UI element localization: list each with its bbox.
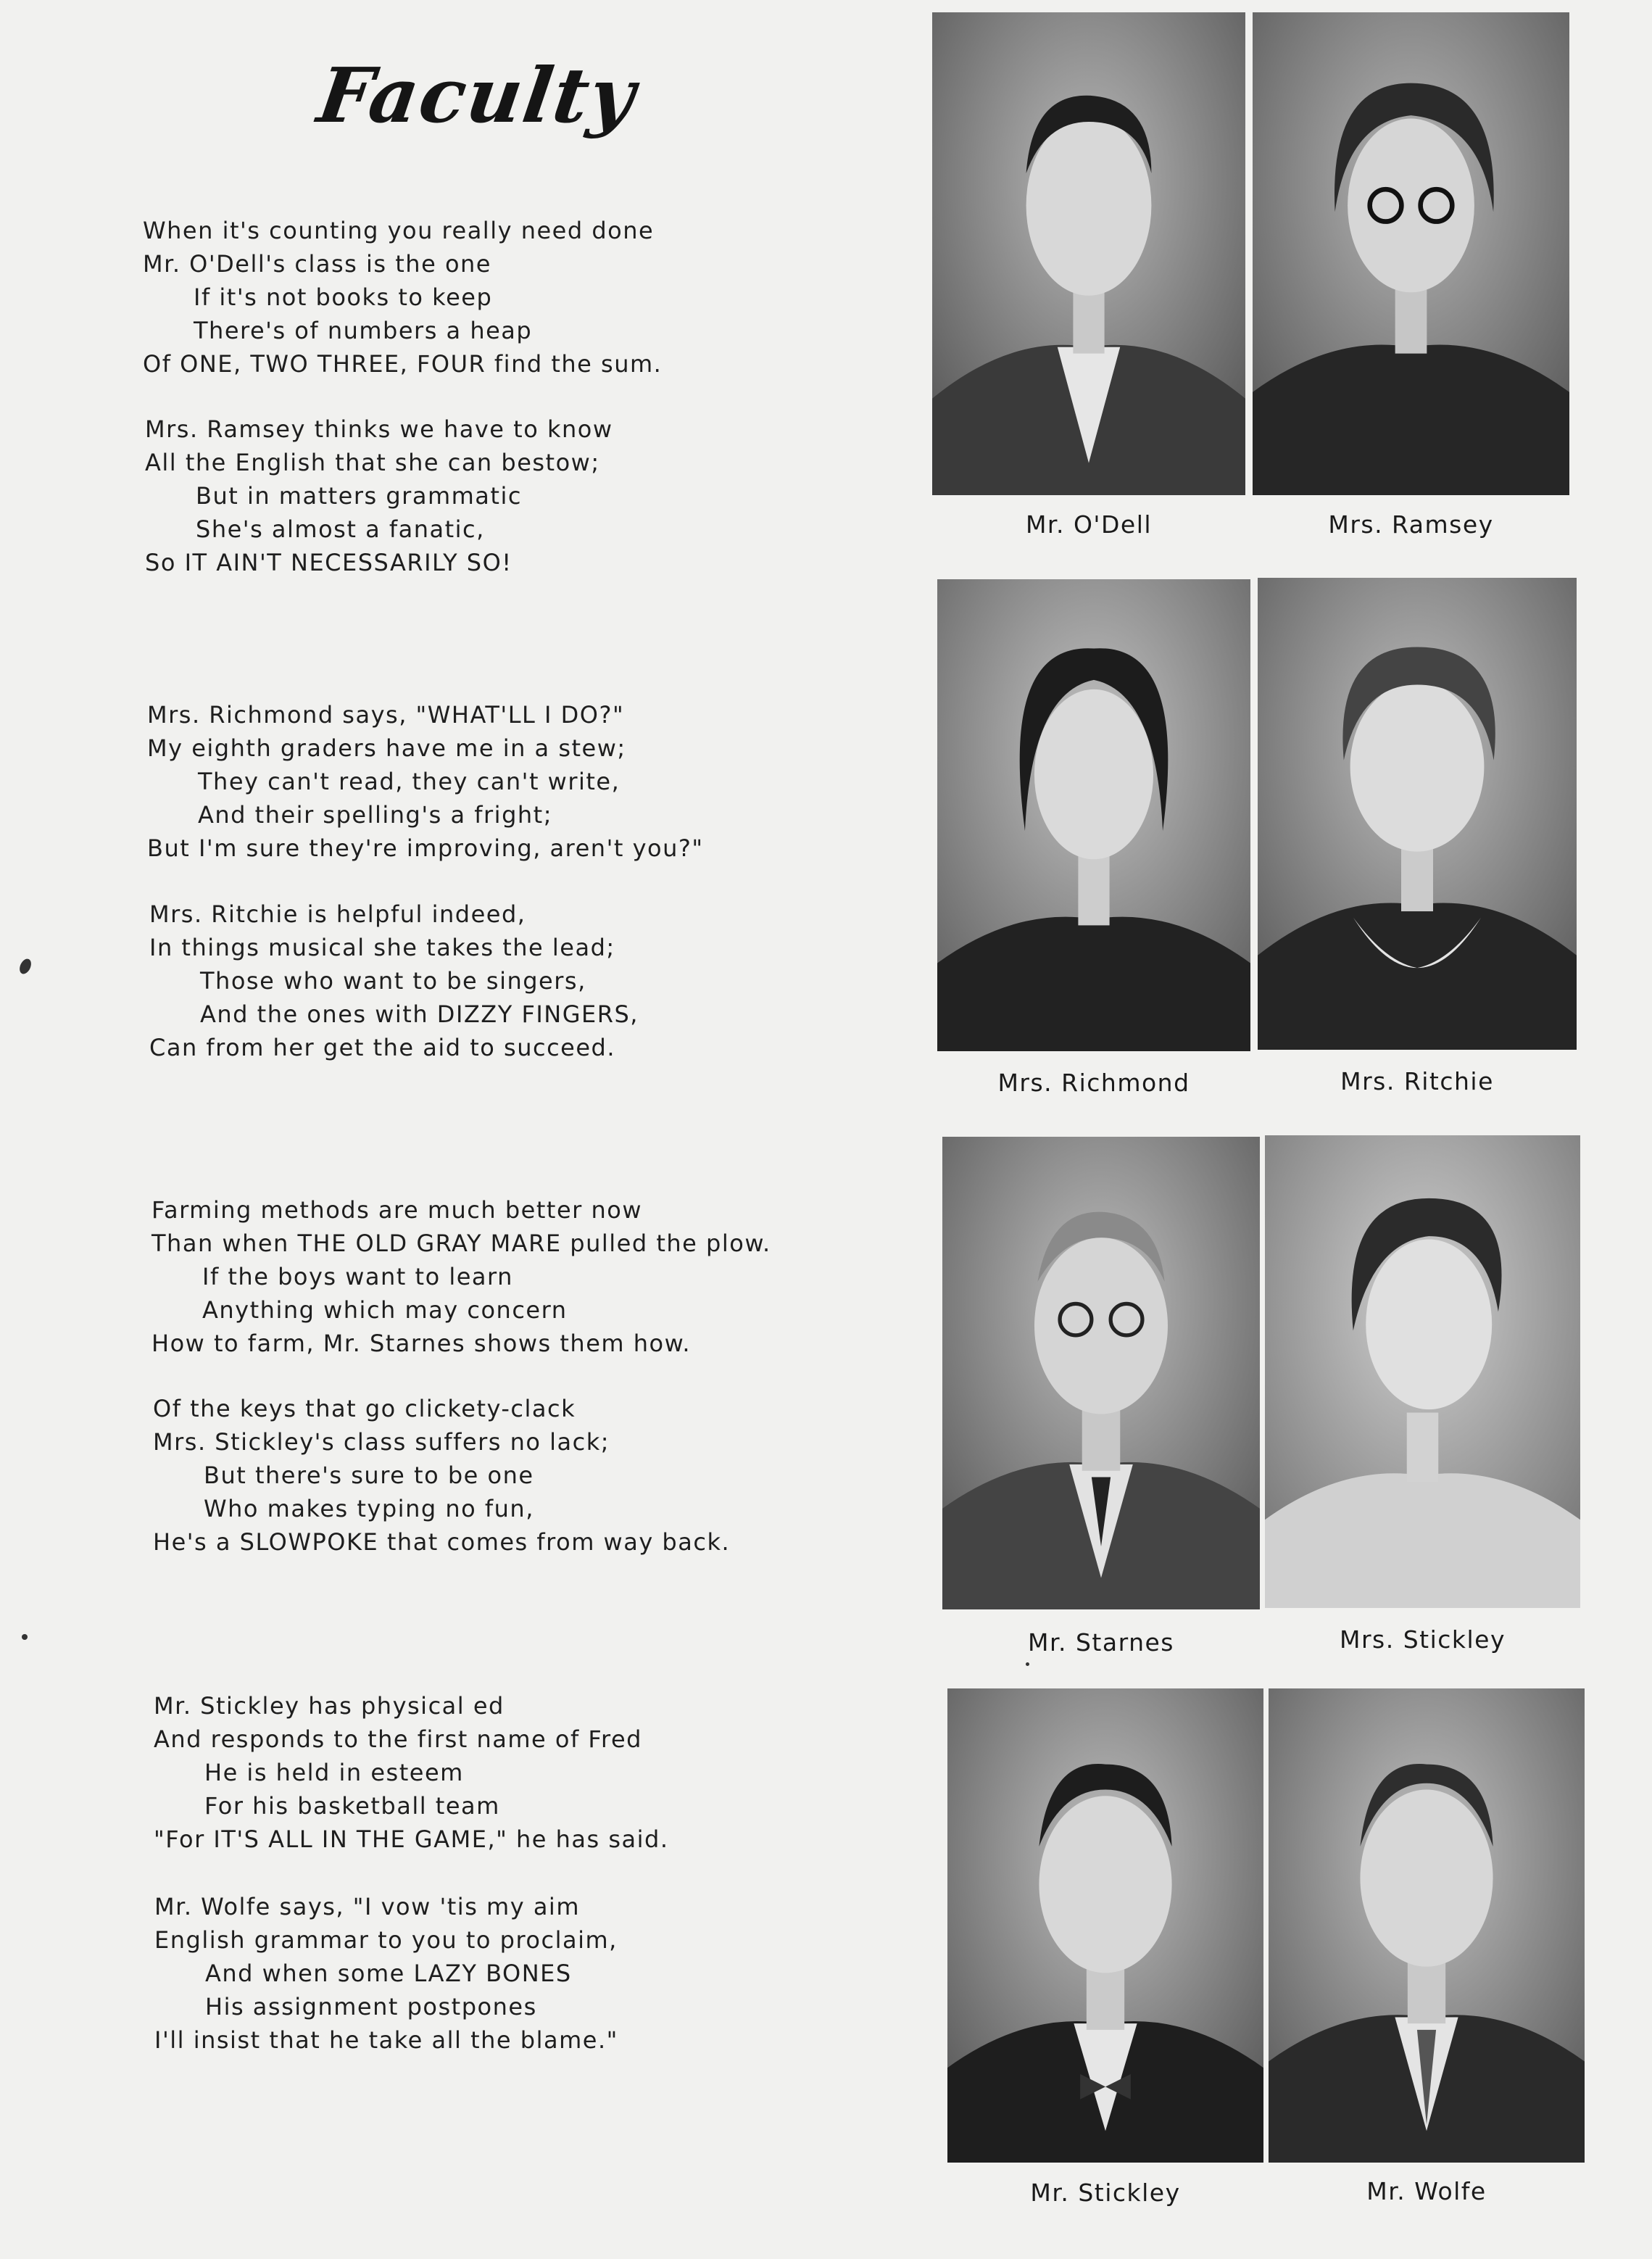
poem-line: And their spelling's a fright; bbox=[198, 801, 552, 829]
poem-line: Who makes typing no fun, bbox=[204, 1495, 534, 1522]
poem-stanza-mr-stickley bbox=[154, 1689, 1024, 1856]
portrait-man-icon bbox=[947, 1688, 1263, 2163]
poem-line: But in matters grammatic bbox=[196, 482, 522, 510]
poem-line: There's of numbers a heap bbox=[194, 317, 533, 344]
portrait-caption: Mr. Starnes bbox=[1028, 1628, 1174, 1657]
page-title: Faculty bbox=[312, 51, 642, 140]
portrait-photo bbox=[932, 12, 1245, 495]
poem-line: Mrs. Ritchie is helpful indeed, bbox=[149, 900, 526, 928]
poem-line: Anything which may concern bbox=[202, 1296, 568, 1324]
poem-stanza-wolfe bbox=[154, 1890, 1024, 2057]
poem-line: He is held in esteem bbox=[204, 1759, 464, 1786]
poem-line: Mrs. Stickley's class suffers no lack; bbox=[153, 1428, 610, 1456]
poem-line: "For IT'S ALL IN THE GAME," he has said. bbox=[154, 1825, 669, 1853]
portrait-caption: Mr. O'Dell bbox=[1025, 510, 1153, 539]
poem-line: Mr. Stickley has physical ed bbox=[154, 1692, 505, 1720]
portrait-woman-icon bbox=[1265, 1135, 1580, 1608]
portrait-caption: Mrs. Ritchie bbox=[1340, 1067, 1494, 1095]
poem-line: And the ones with DIZZY FINGERS, bbox=[200, 1000, 639, 1028]
poem-line: In things musical she takes the lead; bbox=[149, 934, 615, 961]
poem-line: Mr. O'Dell's class is the one bbox=[143, 250, 491, 278]
portrait-photo bbox=[942, 1137, 1260, 1609]
poem-line: But I'm sure they're improving, aren't you?" bbox=[147, 834, 704, 862]
poem-line: His assignment postpones bbox=[205, 1993, 537, 2020]
poem-line: How to farm, Mr. Starnes shows them how. bbox=[151, 1330, 691, 1357]
paper-speck bbox=[1026, 1662, 1029, 1666]
poem-stanza-ritchie bbox=[149, 898, 1019, 1064]
paper-speck bbox=[22, 1634, 28, 1640]
poem-line: Of the keys that go clickety-clack bbox=[153, 1395, 576, 1422]
poem-line: He's a SLOWPOKE that comes from way back. bbox=[153, 1528, 731, 1556]
portrait-photo bbox=[1253, 12, 1569, 495]
poem-line: Farming methods are much better now bbox=[151, 1196, 642, 1224]
poem-line: Mr. Wolfe says, "I vow 'tis my aim bbox=[154, 1893, 580, 1920]
portrait-caption: Mrs. Richmond bbox=[997, 1069, 1190, 1097]
portrait-caption: Mrs. Ramsey bbox=[1328, 510, 1494, 539]
poem-line: But there's sure to be one bbox=[204, 1462, 534, 1489]
poem-line: Mrs. Ramsey thinks we have to know bbox=[145, 415, 613, 443]
portrait-man-icon bbox=[1269, 1688, 1585, 2163]
poem-stanza-richmond bbox=[147, 698, 1017, 865]
portrait-woman-icon bbox=[937, 579, 1250, 1051]
poem-line: All the English that she can bestow; bbox=[145, 449, 600, 476]
poem-line: My eighth graders have me in a stew; bbox=[147, 734, 626, 762]
poem-line: Than when THE OLD GRAY MARE pulled the plow. bbox=[151, 1230, 771, 1257]
poem-stanza-odell bbox=[143, 214, 1013, 381]
portrait-man-icon bbox=[932, 12, 1245, 495]
portrait-caption: Mr. Wolfe bbox=[1366, 2177, 1487, 2205]
portrait-woman-icon bbox=[1258, 578, 1577, 1050]
portrait-photo bbox=[947, 1688, 1263, 2163]
poem-line: They can't read, they can't write, bbox=[198, 768, 620, 795]
poem-line: Of ONE, TWO THREE, FOUR find the sum. bbox=[143, 350, 663, 378]
portrait-photo bbox=[937, 579, 1250, 1051]
poem-line: For his basketball team bbox=[204, 1792, 500, 1820]
poem-line: Those who want to be singers, bbox=[200, 967, 586, 995]
portrait-photo bbox=[1265, 1135, 1580, 1608]
poem-line: English grammar to you to proclaim, bbox=[154, 1926, 618, 1954]
poem-line: I'll insist that he take all the blame." bbox=[154, 2026, 618, 2054]
poem-line: So IT AIN'T NECESSARILY SO! bbox=[145, 549, 512, 576]
portrait-caption: Mr. Stickley bbox=[1030, 2179, 1181, 2207]
poem-stanza-ramsey bbox=[145, 413, 1015, 579]
poem-line: And responds to the first name of Fred bbox=[154, 1725, 642, 1753]
poem-line: And when some LAZY BONES bbox=[205, 1960, 572, 1987]
poem-line: Mrs. Richmond says, "WHAT'LL I DO?" bbox=[147, 701, 625, 729]
portrait-woman-icon bbox=[1253, 12, 1569, 495]
paper-speck bbox=[17, 957, 33, 976]
poem-line: She's almost a fanatic, bbox=[196, 515, 485, 543]
poem-stanza-starnes bbox=[151, 1193, 1021, 1360]
portrait-caption: Mrs. Stickley bbox=[1339, 1625, 1506, 1654]
portrait-photo bbox=[1269, 1688, 1585, 2163]
poem-line: Can from her get the aid to succeed. bbox=[149, 1034, 616, 1061]
poem-line: If it's not books to keep bbox=[194, 283, 493, 311]
portrait-man-icon bbox=[942, 1137, 1260, 1609]
poem-stanza-mrs-stickley bbox=[153, 1392, 1023, 1559]
poem-line: When it's counting you really need done bbox=[143, 217, 655, 244]
portrait-photo bbox=[1258, 578, 1577, 1050]
poem-line: If the boys want to learn bbox=[202, 1263, 513, 1290]
